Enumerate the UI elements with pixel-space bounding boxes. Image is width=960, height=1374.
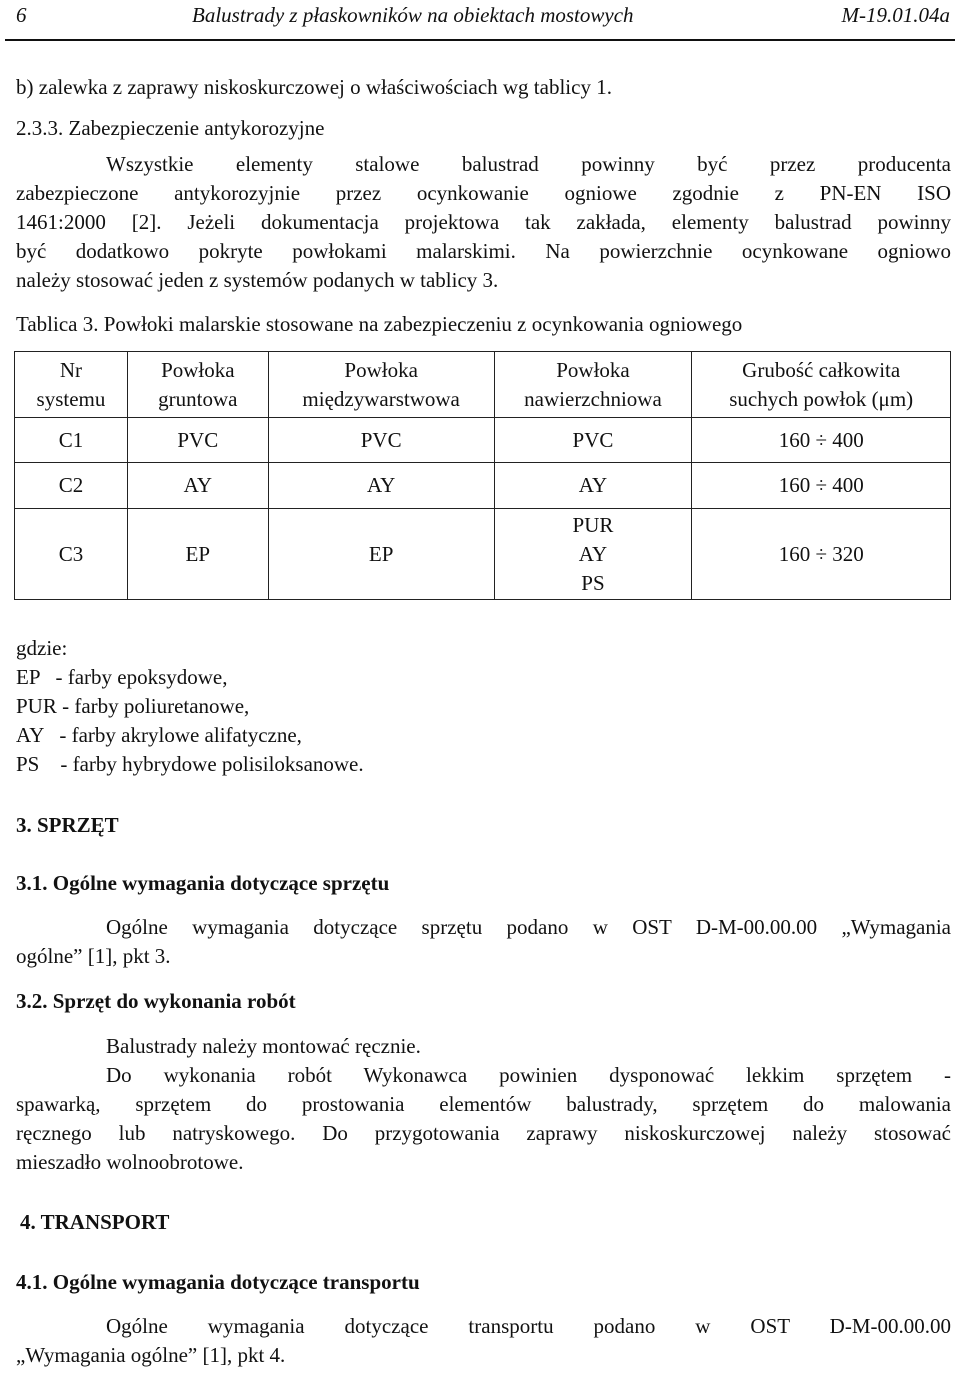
- header-topcoat: Powłoka nawierzchniowa: [494, 352, 692, 418]
- document-title: Balustrady z płaskowników na obiektach mostowych: [192, 3, 634, 27]
- header-divider: [5, 39, 955, 41]
- paragraph-line: być dodatkowo pokryte powłokami malarskimi. Na powierzchnie ocynkowane ogniowo: [16, 239, 951, 263]
- table-row: [15, 463, 951, 509]
- section-heading-3-1: 3.1. Ogólne wymagania dotyczące sprzętu: [16, 871, 390, 895]
- section-heading-3-2: 3.2. Sprzęt do wykonania robót: [16, 989, 296, 1013]
- cell-topcoat: PVC: [494, 418, 692, 463]
- cell-primer: AY: [127, 463, 268, 509]
- item-b: b) zalewka z zaprawy niskoskurczowej o właściwościach wg tablicy 1.: [16, 75, 612, 99]
- cell-thickness: 160 ÷ 320: [692, 509, 951, 600]
- section-heading-2-3-3: 2.3.3. Zabezpieczenie antykorozyjne: [16, 116, 325, 140]
- header-thickness: Grubość całkowita suchych powłok (μm): [692, 352, 951, 418]
- cell-intermediate: PVC: [268, 418, 494, 463]
- legend-item: PS - farby hybrydowe polisiloksanowe.: [16, 752, 364, 776]
- cell-thickness: 160 ÷ 400: [692, 418, 951, 463]
- cell-system: C2: [15, 463, 128, 509]
- paragraph-line: Ogólne wymagania dotyczące transportu podano w OST D-M-00.00.00: [106, 1314, 951, 1338]
- paragraph-line: spawarką, sprzętem do prostowania elementów balustrady, sprzętem do malowania: [16, 1092, 951, 1116]
- paragraph-line: Wszystkie elementy stalowe balustrad powinny być przez producenta: [106, 152, 951, 176]
- header-primer: Powłoka gruntowa: [127, 352, 268, 418]
- paragraph-line: zabezpieczone antykorozyjnie przez ocynkowanie ogniowe zgodnie z PN-EN ISO: [16, 181, 951, 205]
- paragraph-line: ręcznego lub natryskowego. Do przygotowania zaprawy niskoskurczowej należy stosować: [16, 1121, 951, 1145]
- table-header-row: [15, 352, 951, 418]
- section-heading-3: 3. SPRZĘT: [16, 813, 119, 837]
- legend-intro: gdzie:: [16, 636, 68, 660]
- table-row: [15, 418, 951, 463]
- paragraph-line: Do wykonania robót Wykonawca powinien dysponować lekkim sprzętem -: [106, 1063, 951, 1087]
- table-caption: Tablica 3. Powłoki malarskie stosowane na zabezpieczeniu z ocynkowania ogniowego: [16, 312, 743, 336]
- legend-item: EP - farby epoksydowe,: [16, 665, 228, 689]
- header-system: Nr systemu: [15, 352, 128, 418]
- cell-intermediate: EP: [268, 509, 494, 600]
- cell-intermediate: AY: [268, 463, 494, 509]
- cell-thickness: 160 ÷ 400: [692, 463, 951, 509]
- cell-primer: PVC: [127, 418, 268, 463]
- paragraph-line: Balustrady należy montować ręcznie.: [106, 1034, 421, 1058]
- cell-topcoat: PUR AY PS: [494, 509, 692, 600]
- paragraph-line: 1461:2000 [2]. Jeżeli dokumentacja projektowa tak zakłada, elementy balustrad powinny: [16, 210, 951, 234]
- cell-system: C3: [15, 509, 128, 600]
- cell-topcoat: AY: [494, 463, 692, 509]
- legend-item: PUR - farby poliuretanowe,: [16, 694, 250, 718]
- section-heading-4-1: 4.1. Ogólne wymagania dotyczące transportu: [16, 1270, 420, 1294]
- page-number: 6: [16, 3, 27, 27]
- section-heading-4: 4. TRANSPORT: [20, 1210, 170, 1234]
- cell-system: C1: [15, 418, 128, 463]
- document-code: M-19.01.04a: [841, 3, 950, 27]
- header-intermediate: Powłoka międzywarstwowa: [268, 352, 494, 418]
- legend-item: AY - farby akrylowe alifatyczne,: [16, 723, 302, 747]
- paragraph-line: ogólne” [1], pkt 3.: [16, 944, 171, 968]
- table-row: [15, 509, 951, 600]
- coating-systems-table: [14, 351, 951, 600]
- paragraph-line: Ogólne wymagania dotyczące sprzętu podano w OST D-M-00.00.00 „Wymagania: [106, 915, 951, 939]
- cell-primer: EP: [127, 509, 268, 600]
- paragraph-line: „Wymagania ogólne” [1], pkt 4.: [16, 1343, 286, 1367]
- paragraph-line: należy stosować jeden z systemów podanych w tablicy 3.: [16, 268, 499, 292]
- page-header: [16, 0, 950, 28]
- paragraph-line: mieszadło wolnoobrotowe.: [16, 1150, 244, 1174]
